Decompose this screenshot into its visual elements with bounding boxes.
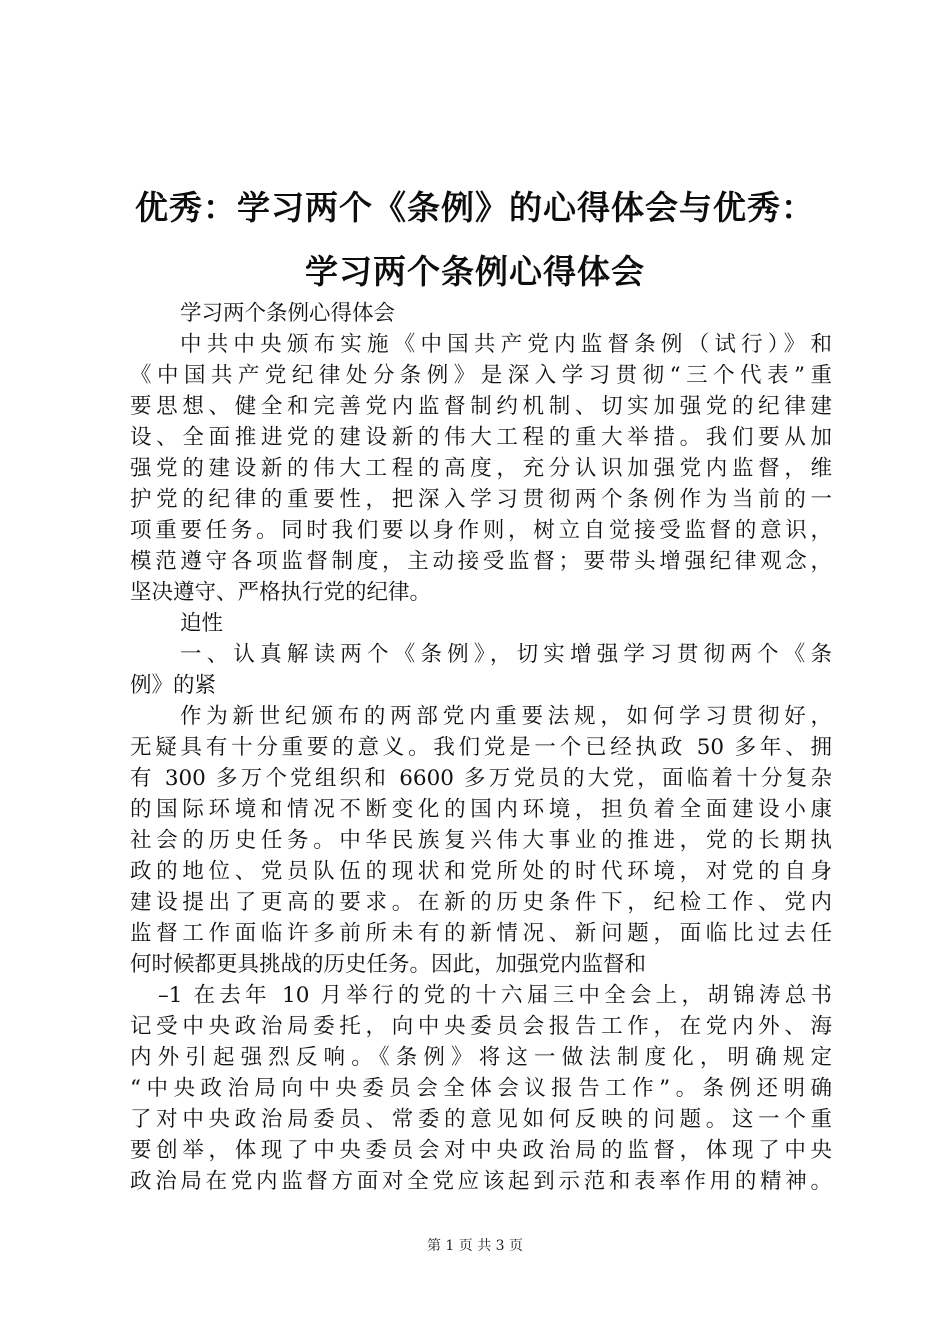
- body-line: 了对中央政治局委员、常委的意见如何反映的问题。这一个重: [130, 1107, 832, 1132]
- document-title-line-1: 优秀：学习两个《条例》的心得体会与优秀：: [135, 188, 815, 227]
- body-line: –1 在去年 10 月举行的党的十六届三中全会上，胡锦涛总书: [158, 983, 832, 1008]
- body-line: 模范遵守各项监督制度，主动接受监督；要带头增强纪律观念，: [130, 549, 832, 574]
- body-line: 内外引起强烈反响。《条例》将这一做法制度化，明确规定: [130, 1045, 832, 1070]
- body-line: 学习两个条例心得体会: [180, 301, 396, 326]
- document-body: [130, 298, 832, 1197]
- body-line: 一、认真解读两个《条例》，切实增强学习贯彻两个《条: [180, 642, 832, 667]
- document-title-line-2: 学习两个条例心得体会: [305, 252, 645, 291]
- body-line: 政的地位、党员队伍的现状和党所处的时代环境，对党的自身: [130, 859, 832, 884]
- body-line: 坚决遵守、严格执行党的纪律。: [130, 580, 432, 605]
- body-line: 项重要任务。同时我们要以身作则，树立自觉接受监督的意识，: [130, 518, 832, 543]
- body-line: 例》的紧: [130, 673, 217, 698]
- body-line: 设、全面推进党的建设新的伟大工程的重大举措。我们要从加: [130, 425, 832, 450]
- body-line: 无疑具有十分重要的意义。我们党是一个已经执政 50 多年、拥: [130, 735, 832, 760]
- body-line: 何时候都更具挑战的历史任务。因此，加强党内监督和: [130, 952, 647, 977]
- body-line: 中共中央颁布实施《中国共产党内监督条例（试行）》和: [180, 332, 832, 357]
- body-line: 社会的历史任务。中华民族复兴伟大事业的推进，党的长期执: [130, 828, 832, 853]
- body-line: “中央政治局向中央委员会全体会议报告工作”。条例还明确: [130, 1076, 832, 1101]
- body-line: 迫性: [180, 611, 224, 636]
- body-line: 作为新世纪颁布的两部党内重要法规，如何学习贯彻好，: [180, 704, 832, 729]
- body-line: 政治局在党内监督方面对全党应该起到示范和表率作用的精神。: [130, 1169, 832, 1194]
- body-line: 要创举，体现了中央委员会对中央政治局的监督，体现了中央: [130, 1138, 832, 1163]
- body-line: 的国际环境和情况不断变化的国内环境，担负着全面建设小康: [130, 797, 832, 822]
- body-line: 监督工作面临许多前所未有的新情况、新问题，面临比过去任: [130, 921, 832, 946]
- page-footer: 第 1 页 共 3 页: [426, 1238, 524, 1254]
- body-line: 建设提出了更高的要求。在新的历史条件下，纪检工作、党内: [130, 890, 832, 915]
- body-line: 要思想、健全和完善党内监督制约机制、切实加强党的纪律建: [130, 394, 832, 419]
- body-line: 《中国共产党纪律处分条例》是深入学习贯彻“三个代表”重: [130, 363, 832, 388]
- body-line: 强党的建设新的伟大工程的高度，充分认识加强党内监督，维: [130, 456, 832, 481]
- body-line: 记受中央政治局委托，向中央委员会报告工作，在党内外、海: [130, 1014, 832, 1039]
- body-line: 护党的纪律的重要性，把深入学习贯彻两个条例作为当前的一: [130, 487, 832, 512]
- body-line: 有 300 多万个党组织和 6600 多万党员的大党，面临着十分复杂: [130, 766, 832, 791]
